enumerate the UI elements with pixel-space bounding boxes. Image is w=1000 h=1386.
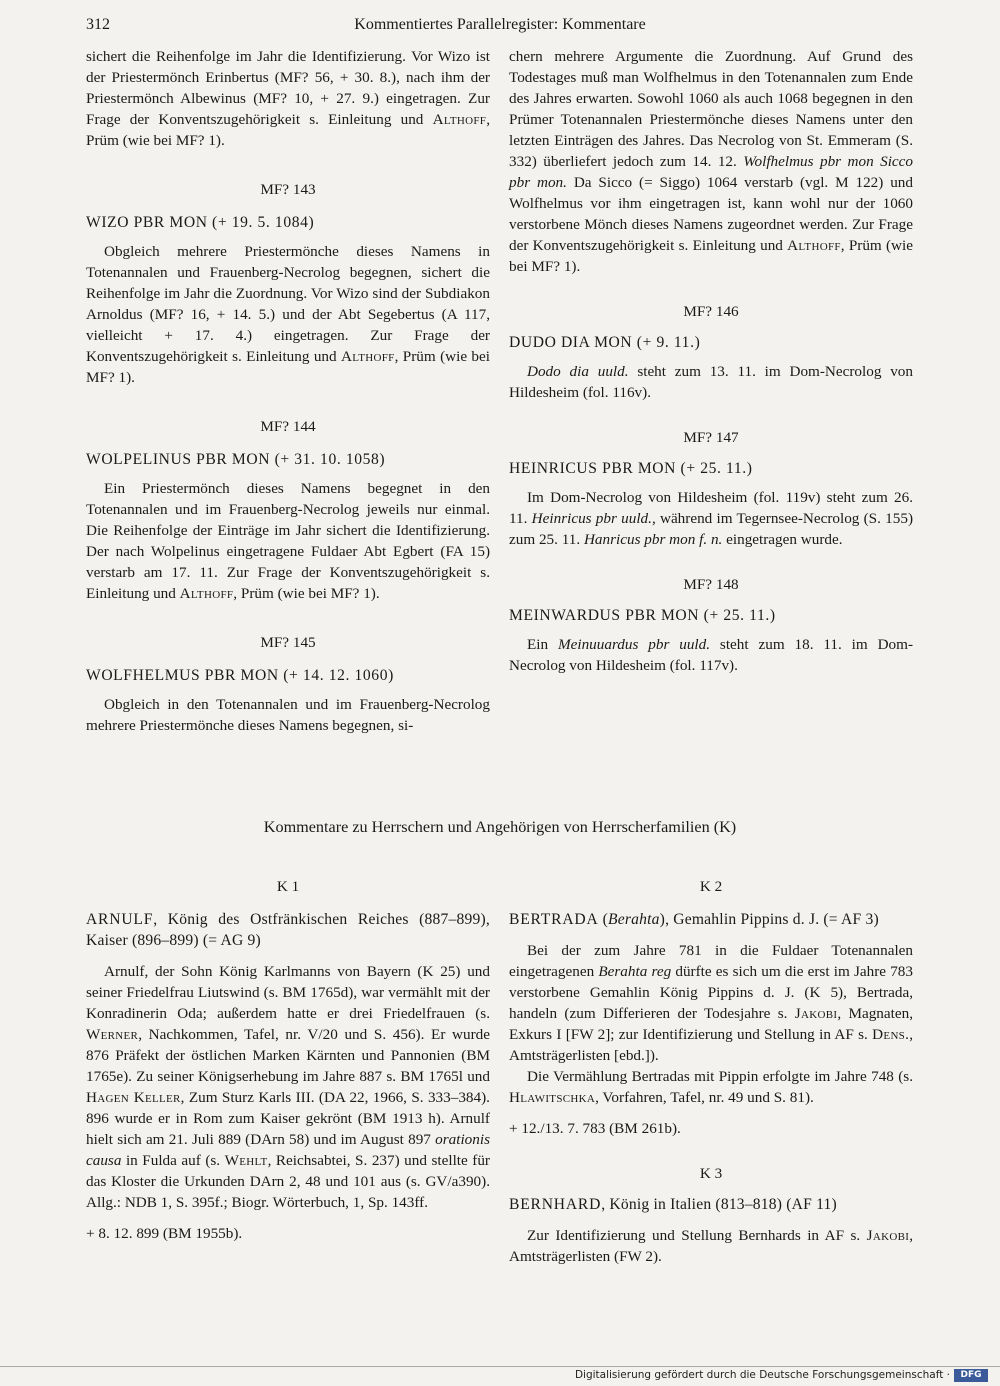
author-name: Althoff xyxy=(787,237,841,254)
entry-label-mf144: MF? 144 xyxy=(260,418,316,435)
entry-label-k3: K 3 xyxy=(699,1165,723,1182)
entry-text-k1: Arnulf, der Sohn König Karlmanns von Bayern (K 25) und seiner Friedelfrau Liutswind (s. BM 1765d), war vermählt mit der Konradinerin Oda; außerdem hatte er drei Friedelfrauen (s. Werner, Nachkommen, Tafel, nr. V/20 und S. 456). Er wurde 876 Präfekt der östlichen Marken Kärnten und Pannonien (BM 1765e). Zu seiner Königserhebung im Jahre 887 s. BM 1765l und Hagen Keller, Zum Sturz Karls III. (DA 22, 1966, S. 333–384). 896 wurde er in Rom zum Kaiser gekrönt (BM 1913 h). Arnulf hielt sich am 21. Juli 889 (DArn 58) und im August 897 orationis causa in Fulda auf (s. Wehlt, Reichsabtei, S. 237) und stellte für das Kloster die Urkunden DArn 2, 48 und 101 aus (s. GV/a390). Allg.: NDB 1, S. 395f.; Biogr. Wörterbuch, 1, Sp. 143ff. xyxy=(86,963,490,1211)
entry-title-mf145: WOLFHELMUS PBR MON (+ 14. 12. 1060) xyxy=(86,667,394,684)
entry-text-mf148: Ein Meinuuardus pbr uuld. steht zum 18. 11. im Dom-Necrolog von Hildesheim (fol. 117v). xyxy=(509,636,913,674)
author-name: Hlawitschka xyxy=(509,1089,596,1106)
entry-text-mf145-continued: chern mehrere Argumente die Zuordnung. Auf Grund des Todestages muß man Wolfhelmus in den Totenannalen zum Ende des Jahres erwarten. Sowohl 1060 als auch 1068 begegnen in den Prümer Totenannalen Priestermönche dieses Namens unter den letzten Einträgen des Jahres. Das Necrolog von St. Emmeram (S. 332) überliefert jedoch zum 14. 12. Wolfhelmus pbr mon Sicco pbr mon. Da Sicco (= Siggo) 1064 verstarb (vgl. M 122) und Wolfhelmus vor ihm eingetragen ist, kann wohl nur der 1060 verstorbene Mönch dieses Namens zugeordnet werden. Zur Frage der Konventszugehörigkeit s. Einleitung und Althoff, Prüm (wie bei MF? 1). xyxy=(509,48,913,275)
death-date-k2: + 12./13. 7. 783 (BM 261b). xyxy=(509,1120,681,1137)
running-header xyxy=(86,16,914,40)
author-name: Werner xyxy=(86,1026,139,1043)
left-column-bottom xyxy=(86,876,490,1244)
entry-title-mf143: WIZO PBR MON (+ 19. 5. 1084) xyxy=(86,214,315,231)
death-date-k1: + 8. 12. 899 (BM 1955b). xyxy=(86,1225,243,1242)
right-column-top xyxy=(509,46,913,676)
entry-title-mf148: MEINWARDUS PBR MON (+ 25. 11.) xyxy=(509,607,776,624)
intro-paragraph: sichert die Reihenfolge im Jahr die Identifizierung. Vor Wizo ist der Priestermönch Erinbertus (MF? 56, + 30. 8.), nach ihm der Priestermönch Albewinus (MF? 10, + 27. 9.) eingetragen. Zur Frage der Konventszugehörigkeit s. Einleitung und Althoff, Prüm (wie bei MF? 1). xyxy=(86,48,490,149)
entry-label-mf143: MF? 143 xyxy=(260,181,316,198)
author-name: Jakobi xyxy=(794,1005,838,1022)
entry-title-k1: ARNULF, König des Ostfränkischen Reiches (887–899), Kaiser (896–899) (= AG 9) xyxy=(86,911,490,949)
author-name: Althoff xyxy=(432,111,487,128)
author-name: Jakobi xyxy=(866,1227,910,1244)
entry-text-mf144: Ein Priestermönch dieses Namens begegnet in den Totenannalen und im Frauenberg-Necrolog jeweils nur einmal. Die Reihenfolge der Einträge im Jahr sichert die Identifizierung. Der nach Wolpelinus eingetragene Fuldaer Abt Egbert (FA 15) verstarb am 17. 11. Zur Frage der Konventszugehörigkeit s. Einleitung und Althoff, Prüm (wie bei MF? 1). xyxy=(86,480,490,602)
entry-text-mf146: Dodo dia uuld. steht zum 13. 11. im Dom-Necrolog von Hildesheim (fol. 116v). xyxy=(509,363,913,401)
entry-label-k1: K 1 xyxy=(276,878,300,895)
footer-divider xyxy=(0,1366,1000,1367)
entry-text-mf145: Obgleich in den Totenannalen und im Frauenberg-Necrolog mehrere Priestermönche dieses Namens begegnen, si- xyxy=(86,696,490,734)
entry-text-k3: Zur Identifizierung und Stellung Bernhards in AF s. Jakobi, Amtsträgerlisten (FW 2). xyxy=(509,1227,913,1265)
funding-note: Digitalisierung gefördert durch die Deutsche Forschungsgemeinschaft · xyxy=(574,1369,950,1381)
author-name: Hagen Keller xyxy=(86,1089,181,1106)
section-heading: Kommentare zu Herrschern und Angehörigen von Herrscherfamilien (K) xyxy=(263,818,737,836)
entry-text-k2: Bei der zum Jahre 781 in die Fuldaer Totenannalen eingetragenen Berahta reg dürfte es sich um die erst im Jahre 783 verstorbene Gemahlin König Pippins d. J. (K 5), Bertrada, handeln (zum Differieren der Todesjahre s. Jakobi, Magnaten, Exkurs I [FW 2]; zur Identifizierung und Stellung in AF s. Dens., Amtsträgerlisten [ebd.]). xyxy=(509,942,913,1064)
entry-title-k2: BERTRADA (Berahta), Gemahlin Pippins d. J. (= AF 3) xyxy=(509,911,879,928)
author-name: Althoff xyxy=(340,348,395,365)
running-title: Kommentiertes Parallelregister: Kommentare xyxy=(354,16,646,33)
entry-label-mf146: MF? 146 xyxy=(683,303,739,320)
author-name: Dens. xyxy=(872,1026,910,1043)
entry-title-mf147: HEINRICUS PBR MON (+ 25. 11.) xyxy=(509,460,753,477)
entry-text-mf143: Obgleich mehrere Priestermönche dieses Namens in Totenannalen und Frauenberg-Necrolog begegnen, sichert die Reihenfolge im Jahr die Zuordnung. Vor Wizo sind der Subdiakon Arnoldus (MF? 16, + 14. 5.) und der Abt Segebertus (A 117, vielleicht + 17. 4.) eingetragen. Zur Frage der Konventszugehörigkeit s. Einleitung und Althoff, Prüm (wie bei MF? 1). xyxy=(86,243,490,386)
right-column-bottom xyxy=(509,876,913,1267)
entry-title-mf144: WOLPELINUS PBR MON (+ 31. 10. 1058) xyxy=(86,451,386,468)
funding-footer xyxy=(0,1366,1000,1386)
entry-text-k2-marriage: Die Vermählung Bertradas mit Pippin erfolgte im Jahre 748 (s. Hlawitschka, Vorfahren, Tafel, nr. 49 und S. 81). xyxy=(509,1068,913,1106)
entry-label-mf145: MF? 145 xyxy=(260,634,316,651)
entry-text-mf147: Im Dom-Necrolog von Hildesheim (fol. 119v) steht zum 26. 11. Heinricus pbr uuld., während im Tegernsee-Necrolog (S. 155) zum 25. 11. Hanricus pbr mon f. n. eingetragen wurde. xyxy=(509,489,914,548)
author-name: Wehlt xyxy=(224,1152,268,1169)
entry-label-k2: K 2 xyxy=(699,878,723,895)
entry-label-mf148: MF? 148 xyxy=(683,576,739,593)
left-column-top xyxy=(86,46,490,736)
entry-title-mf146: DUDO DIA MON (+ 9. 11.) xyxy=(509,334,701,351)
author-name: Althoff xyxy=(179,585,234,602)
entry-label-mf147: MF? 147 xyxy=(683,429,739,446)
entry-title-k3: BERNHARD, König in Italien (813–818) (AF 11) xyxy=(509,1196,837,1213)
dfg-logo: DFG xyxy=(954,1369,988,1382)
page-number: 312 xyxy=(86,16,110,33)
